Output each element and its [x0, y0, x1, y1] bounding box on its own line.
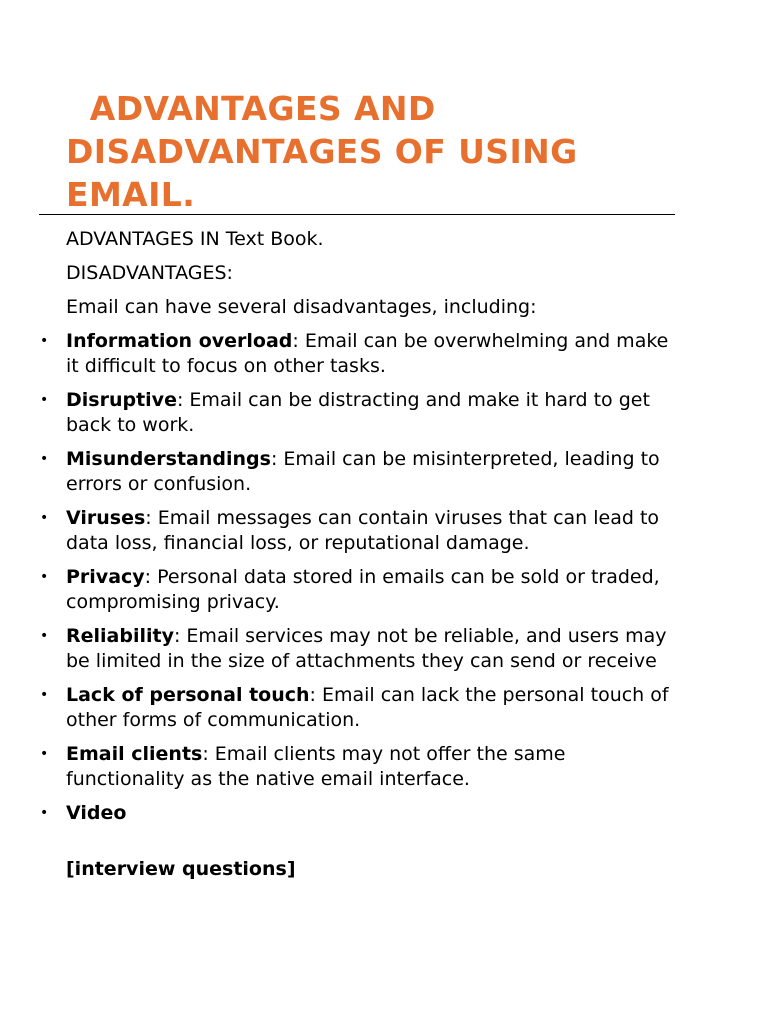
item-text: : Email can be misinterpreted, leading to errors or confusion.: [66, 448, 660, 495]
bullet-icon: •: [40, 687, 49, 703]
disadvantages-heading: DISADVANTAGES:: [66, 262, 233, 284]
item-term: Information overload: [66, 330, 293, 352]
list-item: [0, 565, 676, 614]
item-term: Email clients: [66, 743, 203, 765]
list-item: [0, 329, 676, 378]
bullet-icon: •: [40, 746, 49, 762]
page-title: ADVANTAGES AND DISADVANTAGES OF USING EMAIL.: [66, 89, 590, 214]
item-term: Reliability: [66, 625, 174, 647]
advantages-line: ADVANTAGES IN Text Book.: [66, 228, 324, 250]
item-term: Video: [66, 802, 127, 824]
bullet-icon: •: [40, 392, 49, 408]
item-term: Misunderstandings: [66, 448, 271, 470]
bullet-icon: •: [40, 451, 49, 467]
item-text: : Personal data stored in emails can be sold or traded, compromising privacy.: [66, 566, 660, 613]
bullet-icon: •: [40, 628, 49, 644]
list-item: [0, 388, 676, 437]
item-term: Viruses: [66, 507, 146, 529]
item-text: : Email can lack the personal touch of other forms of communication.: [66, 684, 669, 731]
item-text: : Email clients may not offer the same functionality as the native email interface.: [66, 743, 566, 790]
bullet-icon: •: [40, 569, 49, 585]
item-text: : Email messages can contain viruses that can lead to data loss, financial loss, or reputational damage.: [66, 507, 660, 554]
item-text: : Email can be distracting and make it hard to get back to work.: [66, 389, 650, 436]
item-term: Privacy: [66, 566, 145, 588]
list-item: [0, 683, 676, 732]
item-text: : Email services may not be reliable, and users may be limited in the size of attachments they can send or receive: [66, 625, 667, 672]
item-term: Disruptive: [66, 389, 177, 411]
item-term: Lack of personal touch: [66, 684, 310, 706]
list-item: [0, 506, 676, 555]
title-divider: [39, 214, 675, 215]
interview-questions-line: [interview questions]: [66, 858, 296, 880]
list-item: [0, 624, 676, 673]
bullet-icon: •: [40, 805, 49, 821]
disadvantages-list: [0, 329, 700, 836]
list-item: [0, 447, 676, 496]
item-text: : Email can be overwhelming and make it difficult to focus on other tasks.: [66, 330, 669, 377]
list-item: [0, 801, 676, 826]
list-item: [0, 742, 676, 791]
bullet-icon: •: [40, 510, 49, 526]
intro-paragraph: Email can have several disadvantages, including:: [66, 296, 537, 318]
bullet-icon: •: [40, 333, 49, 349]
